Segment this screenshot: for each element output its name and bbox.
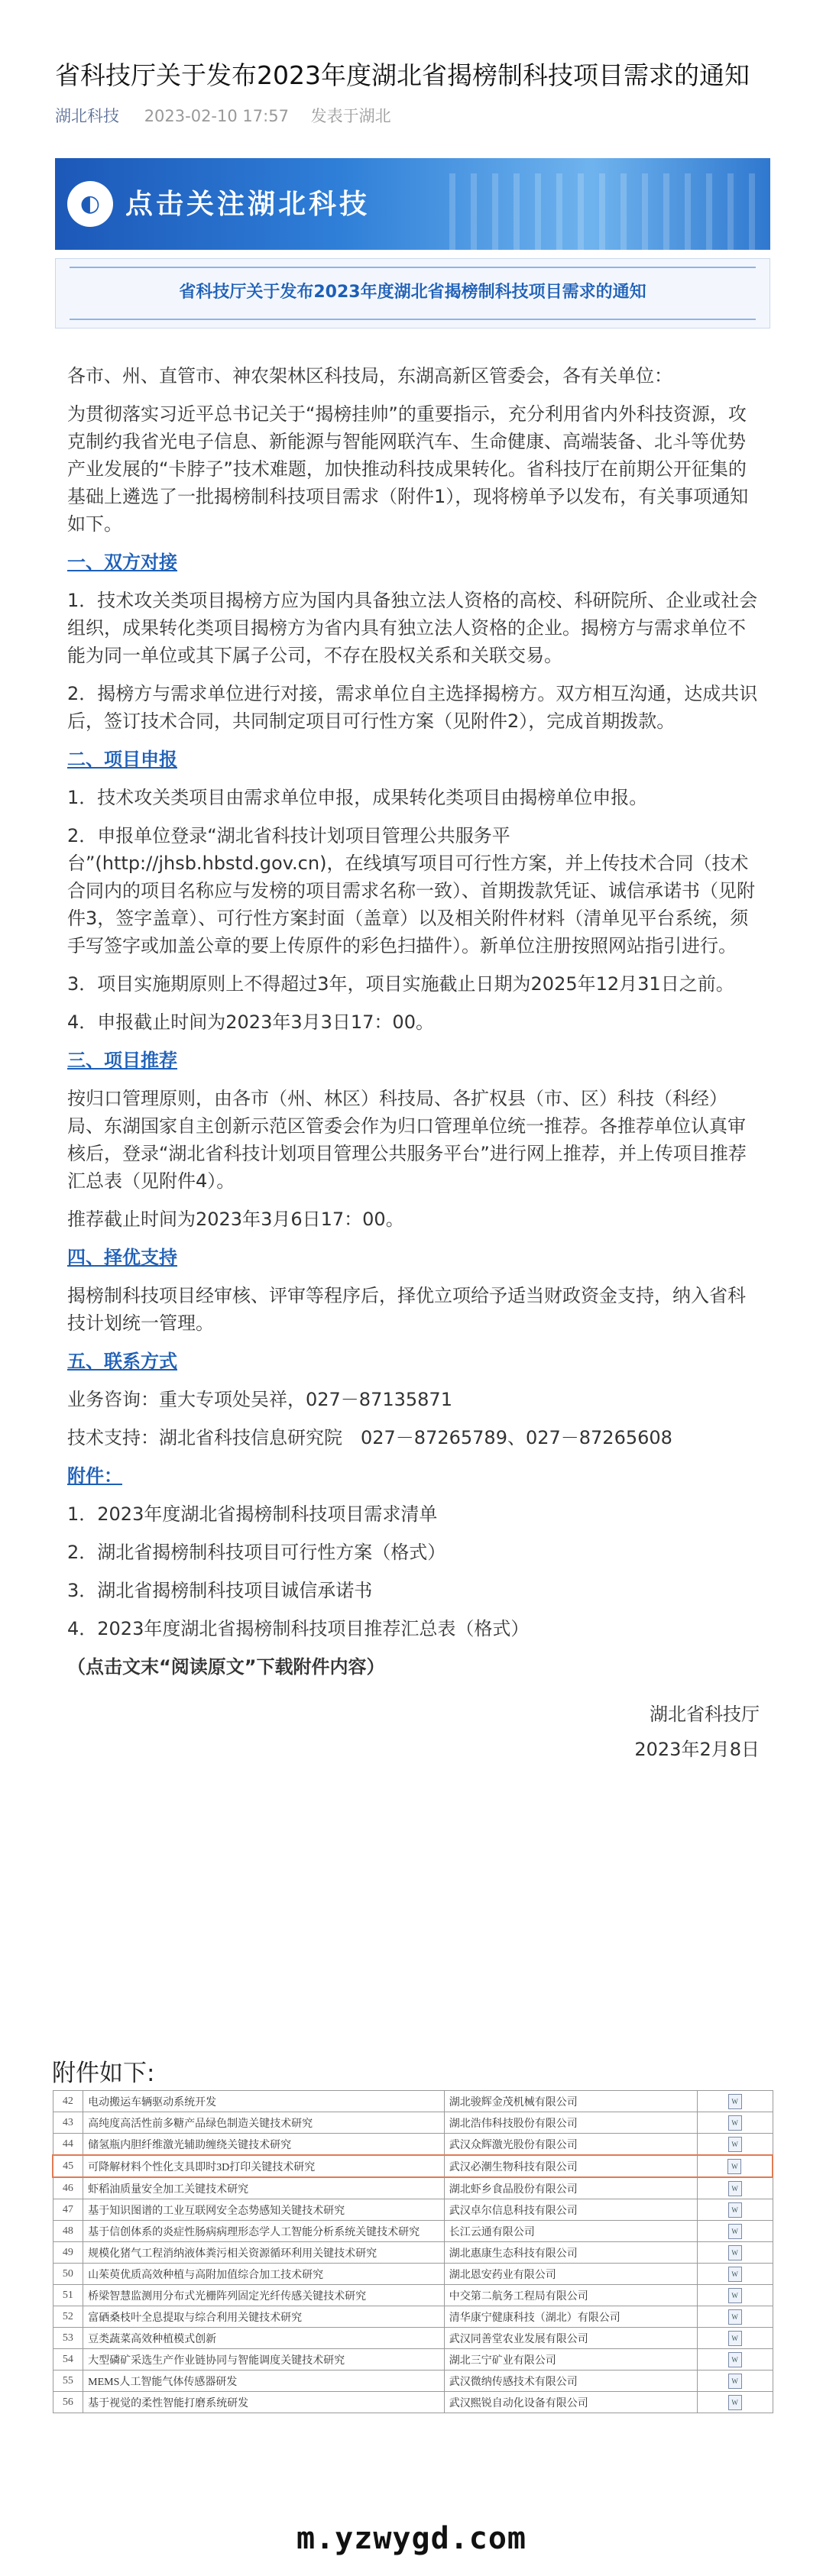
document-icon[interactable]: W xyxy=(728,2288,742,2303)
organization: 武汉熙锐自动化设备有限公司 xyxy=(444,2392,697,2413)
organization: 湖北虾乡食品股份有限公司 xyxy=(444,2177,697,2199)
row-number: 44 xyxy=(53,2134,83,2156)
row-number: 53 xyxy=(53,2328,83,2349)
organization: 长江云通有限公司 xyxy=(444,2221,697,2242)
salutation: 各市、州、直管市、神农架林区科技局，东湖高新区管委会，各有关单位： xyxy=(67,365,672,387)
doc-cell xyxy=(697,2392,773,2413)
document-icon[interactable]: W xyxy=(728,2137,742,2152)
table-row xyxy=(53,2177,773,2199)
article-meta xyxy=(55,104,391,127)
doc-cell xyxy=(697,2177,773,2199)
document-icon[interactable]: W xyxy=(728,2224,742,2239)
table-row xyxy=(53,2242,773,2264)
organization: 武汉卓尔信息科技有限公司 xyxy=(444,2199,697,2221)
section-heading: 四、择优支持 xyxy=(67,1247,177,1268)
doc-cell xyxy=(697,2199,773,2221)
attachment-item: 4．2023年度湖北省揭榜制科技项目推荐汇总表（格式） xyxy=(67,1618,530,1639)
attachment-item: 1．2023年度湖北省揭榜制科技项目需求清单 xyxy=(67,1503,438,1525)
project-title: 桥梁智慧监测用分布式光栅阵列固定光纤传感关键技术研究 xyxy=(83,2285,445,2306)
organization: 武汉微纳传感技术有限公司 xyxy=(444,2371,697,2392)
attachments-title: 附件如下: xyxy=(52,2060,155,2087)
project-title: 富硒桑枝叶全息提取与综合利用关键技术研究 xyxy=(83,2306,445,2328)
row-number: 55 xyxy=(53,2371,83,2392)
doc-cell xyxy=(697,2155,773,2177)
document-icon[interactable]: W xyxy=(728,2309,742,2325)
organization: 湖北惠康生态科技有限公司 xyxy=(444,2242,697,2264)
paragraph: 4．申报截止时间为2023年3月3日17：00。 xyxy=(67,1011,434,1033)
article-body xyxy=(67,362,760,1771)
table-row xyxy=(53,2371,773,2392)
organization: 湖北骏辉金茂机械有限公司 xyxy=(444,2091,697,2112)
banner-text: 点击关注湖北科技 xyxy=(125,189,371,220)
paragraph: 揭榜制科技项目经审核、评审等程序后，择优立项给予适当财政资金支持，纳入省科技计划统一管理。 xyxy=(67,1285,746,1334)
table-row xyxy=(53,2349,773,2371)
requirements-table xyxy=(52,2090,773,2413)
intro-paragraph: 为贯彻落实习近平总书记关于“揭榜挂帅”的重要指示，充分利用省内外科技资源，攻克制约我省光电子信息、新能源与智能网联汽车、生命健康、高端装备、北斗等优势产业发展的“卡脖子”技术难题，加快推动科技成果转化。省科技厅在前期公开征集的基础上遴选了一批揭榜制科技项目需求（附件1），现将榜单予以发布，有关事项通知如下。 xyxy=(67,403,749,535)
project-title: 虾稻油质量安全加工关键技术研究 xyxy=(83,2177,445,2199)
table-row xyxy=(53,2306,773,2328)
doc-cell xyxy=(697,2134,773,2156)
row-number: 56 xyxy=(53,2392,83,2413)
table-row xyxy=(53,2199,773,2221)
organization: 武汉必潮生物科技有限公司 xyxy=(444,2155,697,2177)
project-title: 高纯度高活性前多糖产品绿色制造关键技术研究 xyxy=(83,2112,445,2134)
organization: 湖北恩安药业有限公司 xyxy=(444,2264,697,2285)
contact-line: 业务咨询：重大专项处吴祥，027－87135871 xyxy=(67,1389,452,1410)
project-title: MEMS人工智能气体传感器研发 xyxy=(83,2371,445,2392)
doc-cell xyxy=(697,2264,773,2285)
paragraph: 推荐截止时间为2023年3月6日17：00。 xyxy=(67,1209,404,1230)
paragraph: 1．技术攻关类项目由需求单位申报，成果转化类项目由揭榜单位申报。 xyxy=(67,787,648,808)
follow-banner[interactable] xyxy=(55,158,770,250)
attachment-item: 3．湖北省揭榜制科技项目诚信承诺书 xyxy=(67,1580,373,1601)
site-watermark: m.yzwygd.com xyxy=(296,2521,527,2556)
paragraph: 1．技术攻关类项目揭榜方应为国内具备独立法人资格的高校、科研院所、企业或社会组织，成果转化类项目揭榜方为省内具有独立法人资格的企业。揭榜方与需求单位不能为同一单位或其下属子公司，不存在股权关系和关联交易。 xyxy=(67,590,758,666)
organization: 湖北三宁矿业有限公司 xyxy=(444,2349,697,2371)
divider xyxy=(70,319,756,320)
signature-date: 2023年2月8日 xyxy=(634,1739,760,1760)
document-icon[interactable]: W xyxy=(728,2395,742,2410)
project-title: 可降解材料个性化支具即时3D打印关键技术研究 xyxy=(83,2155,445,2177)
paragraph: 2．揭榜方与需求单位进行对接，需求单位自主选择揭榜方。双方相互沟通，达成共识后，签订技术合同，共同制定项目可行性方案（见附件2），完成首期拨款。 xyxy=(67,683,758,732)
publish-date: 2023-02-10 17:57 xyxy=(144,107,289,125)
organization: 湖北浩伟科技股份有限公司 xyxy=(444,2112,697,2134)
document-icon[interactable]: W xyxy=(728,2352,742,2367)
row-number: 49 xyxy=(53,2242,83,2264)
divider xyxy=(70,267,756,268)
doc-cell xyxy=(697,2349,773,2371)
row-number: 46 xyxy=(53,2177,83,2199)
document-icon[interactable]: W xyxy=(728,2181,742,2196)
paragraph: 2．申报单位登录“湖北省科技计划项目管理公共服务平台”(http://jhsb.hbstd.gov.cn)，在线填写项目可行性方案，并上传技术合同（技术合同内的项目名称应与发榜的项目需求名称一致）、首期拨款凭证、诚信承诺书（见附件3，签字盖章）、可行性方案封面（盖章）以及相关附件材料（清单见平台系统，须手写签字或加盖公章的要上传原件的彩色扫描件）。新单位注册按照网站指引进行。 xyxy=(67,825,755,956)
row-number: 54 xyxy=(53,2349,83,2371)
doc-cell xyxy=(697,2091,773,2112)
project-title: 基于信创体系的炎症性肠病病理形态学人工智能分析系统关键技术研究 xyxy=(83,2221,445,2242)
document-icon[interactable]: W xyxy=(728,2331,742,2346)
row-number: 47 xyxy=(53,2199,83,2221)
project-title: 豆类蔬菜高效种植模式创新 xyxy=(83,2328,445,2349)
document-icon[interactable]: W xyxy=(728,2115,742,2131)
logo-icon: ◐ xyxy=(67,181,113,227)
document-icon[interactable]: W xyxy=(727,2159,741,2174)
table-row xyxy=(53,2134,773,2156)
doc-cell xyxy=(697,2112,773,2134)
table-row xyxy=(53,2392,773,2413)
row-number: 48 xyxy=(53,2221,83,2242)
row-number: 43 xyxy=(53,2112,83,2134)
doc-cell xyxy=(697,2306,773,2328)
banner-decoration xyxy=(449,173,770,250)
paragraph: 3．项目实施期原则上不得超过3年，项目实施截止日期为2025年12月31日之前。 xyxy=(67,973,734,995)
account-link[interactable]: 湖北科技 xyxy=(55,107,119,125)
project-title: 基于视觉的柔性智能打磨系统研发 xyxy=(83,2392,445,2413)
project-title: 山茱萸优质高效种植与高附加值综合加工技术研究 xyxy=(83,2264,445,2285)
doc-cell xyxy=(697,2242,773,2264)
row-number: 51 xyxy=(53,2285,83,2306)
subtitle: 省科技厅关于发布2023年度湖北省揭榜制科技项目需求的通知 xyxy=(179,283,646,302)
doc-cell xyxy=(697,2285,773,2306)
row-number: 42 xyxy=(53,2091,83,2112)
section-heading: 三、项目推荐 xyxy=(67,1050,177,1071)
document-icon[interactable]: W xyxy=(728,2202,742,2218)
row-number: 50 xyxy=(53,2264,83,2285)
project-title: 储氢瓶内胆纤维激光辅助缠绕关键技术研究 xyxy=(83,2134,445,2156)
table-row xyxy=(53,2328,773,2349)
table-row xyxy=(53,2091,773,2112)
publish-location: 发表于湖北 xyxy=(310,107,391,125)
table-row xyxy=(53,2221,773,2242)
project-title: 大型磷矿采选生产作业链协同与智能调度关键技术研究 xyxy=(83,2349,445,2371)
table-row xyxy=(53,2155,773,2177)
subtitle-box xyxy=(55,258,770,328)
table-row xyxy=(53,2285,773,2306)
project-title: 基于知识图谱的工业互联网安全态势感知关键技术研究 xyxy=(83,2199,445,2221)
row-number: 45 xyxy=(53,2155,83,2177)
download-note: （点击文末“阅读原文”下载附件内容） xyxy=(67,1656,385,1678)
section-heading: 五、联系方式 xyxy=(67,1351,177,1372)
document-icon[interactable]: W xyxy=(728,2267,742,2282)
signature-org: 湖北省科技厅 xyxy=(650,1704,760,1725)
attachment-item: 2．湖北省揭榜制科技项目可行性方案（格式） xyxy=(67,1542,446,1563)
document-icon[interactable]: W xyxy=(728,2094,742,2109)
signature xyxy=(67,1701,760,1763)
document-icon[interactable]: W xyxy=(728,2374,742,2389)
attachments-heading: 附件： xyxy=(67,1465,122,1487)
doc-cell xyxy=(697,2371,773,2392)
project-title: 规模化猪气工程消纳液体粪污相关资源循环利用关键技术研究 xyxy=(83,2242,445,2264)
organization: 清华康宁健康科技（湖北）有限公司 xyxy=(444,2306,697,2328)
row-number: 52 xyxy=(53,2306,83,2328)
contact-line: 技术支持：湖北省科技信息研究院 027－87265789、027－87265608 xyxy=(67,1427,672,1448)
project-title: 电动搬运车辆驱动系统开发 xyxy=(83,2091,445,2112)
paragraph: 按归口管理原则，由各市（州、林区）科技局、各扩权县（市、区）科技（科经）局、东湖国家自主创新示范区管委会作为归口管理单位统一推荐。各推荐单位认真审核后，登录“湖北省科技计划项目管理公共服务平台”进行网上推荐，并上传项目推荐汇总表（见附件4）。 xyxy=(67,1088,747,1192)
organization: 武汉同善堂农业发展有限公司 xyxy=(444,2328,697,2349)
table-row xyxy=(53,2112,773,2134)
organization: 中交第二航务工程局有限公司 xyxy=(444,2285,697,2306)
organization: 武汉众辉激光股份有限公司 xyxy=(444,2134,697,2156)
section-heading: 二、项目申报 xyxy=(67,749,177,770)
doc-cell xyxy=(697,2221,773,2242)
section-heading: 一、双方对接 xyxy=(67,552,177,573)
article-title: 省科技厅关于发布2023年度湖北省揭榜制科技项目需求的通知 xyxy=(55,60,750,90)
table-row xyxy=(53,2264,773,2285)
document-icon[interactable]: W xyxy=(728,2245,742,2260)
doc-cell xyxy=(697,2328,773,2349)
